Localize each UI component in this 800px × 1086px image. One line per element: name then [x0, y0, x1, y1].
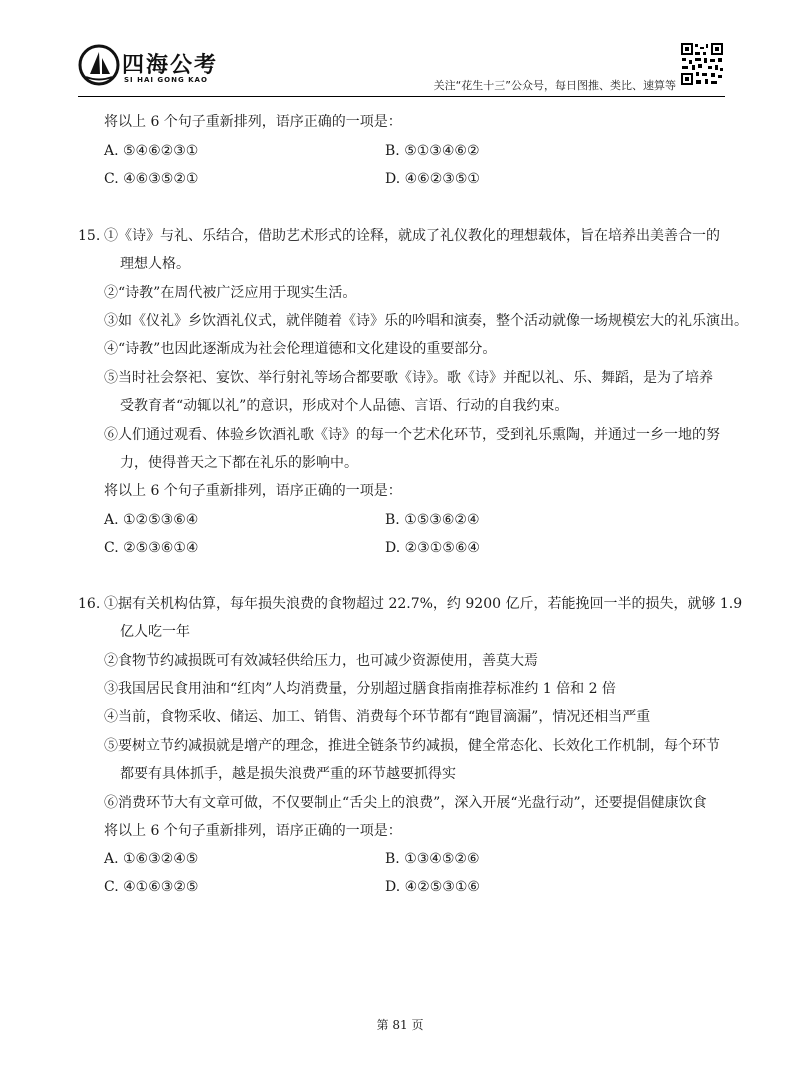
q15-sentence-1: ①《诗》与礼、乐结合，借助艺术形式的诠释，就成了礼仪教化的理想载体，旨在培养出美善合一的 — [104, 228, 720, 244]
q15-sentence-4: ④“诗教”也因此逐渐成为社会伦理道德和文化建设的重要部分。 — [104, 341, 497, 357]
q16-stem: 将以上 6 个句子重新排列，语序正确的一项是： — [104, 823, 402, 839]
sailboat-logo-icon — [78, 44, 120, 86]
question-15-number: 15. — [78, 228, 101, 244]
q15-stem: 将以上 6 个句子重新排列，语序正确的一项是： — [104, 483, 402, 499]
header-divider — [78, 96, 725, 97]
q16-sentence-5-cont: 都要有具体抓手，越是损失浪费严重的环节越要抓得实 — [120, 766, 456, 782]
q16-sentence-1-cont: 亿人吃一年 — [120, 624, 190, 640]
q16-option-d: D. ④②⑤③①⑥ — [385, 879, 480, 895]
brand-subtitle: SI HAI GONG KAO — [124, 76, 208, 84]
q16-sentence-2: ②食物节约减损既可有效减轻供给压力，也可减少资源使用，善莫大焉 — [104, 653, 538, 669]
q16-option-a: A. ①⑥③②④⑤ — [104, 851, 199, 867]
q16-sentence-5: ⑤要树立节约减损就是增产的理念，推进全链条节约减损，健全常态化、长效化工作机制，每个环节 — [104, 738, 720, 754]
prev-option-a: A. ⑤④⑥②③① — [104, 143, 199, 159]
q15-sentence-6-cont: 力，使得普天之下都在礼乐的影响中。 — [120, 455, 358, 471]
q15-option-a: A. ①②⑤③⑥④ — [104, 512, 199, 528]
q15-sentence-3: ③如《仪礼》乡饮酒礼仪式，就伴随着《诗》乐的吟唱和演奏，整个活动就像一场规模宏大的礼乐演出。 — [104, 313, 748, 329]
q16-option-c: C. ④①⑥③②⑤ — [104, 879, 199, 895]
q16-sentence-3: ③我国居民食用油和“红肉”人均消费量，分别超过膳食指南推荐标准约 1 倍和 2 倍 — [104, 681, 616, 697]
prev-option-c: C. ④⑥③⑤②① — [104, 171, 199, 187]
question-16-number: 16. — [78, 596, 101, 612]
q15-sentence-2: ②“诗教”在周代被广泛应用于现实生活。 — [104, 285, 357, 301]
page-header — [0, 0, 800, 100]
q15-sentence-1-cont: 理想人格。 — [120, 256, 190, 272]
q15-option-d: D. ②③①⑤⑥④ — [385, 540, 480, 556]
brand-logo — [78, 44, 238, 96]
qr-code-icon — [680, 42, 724, 86]
q16-sentence-1: ①据有关机构估算，每年损失浪费的食物超过 22.7%，约 9200 亿斤，若能挽回一半的损失，就够 1.9 — [104, 596, 743, 612]
q16-sentence-6: ⑥消费环节大有文章可做，不仅要制止“舌尖上的浪费”，深入开展“光盘行动”，还要提倡健康饮食 — [104, 795, 707, 811]
q15-option-c: C. ②⑤③⑥①④ — [104, 540, 199, 556]
q15-sentence-5: ⑤当时社会祭祀、宴饮、举行射礼等场合都要歌《诗》。歌《诗》并配以礼、乐、舞蹈，是为了培养 — [104, 370, 713, 386]
q16-sentence-4: ④当前，食物采收、储运、加工、销售、消费每个环节都有“跑冒滴漏”，情况还相当严重 — [104, 709, 651, 725]
q15-sentence-5-cont: 受教育者“动辄以礼”的意识，形成对个人品德、言语、行动的自我约束。 — [120, 398, 569, 414]
q16-option-b: B. ①③④⑤②⑥ — [385, 851, 480, 867]
prev-question-stem: 将以上 6 个句子重新排列，语序正确的一项是： — [104, 114, 402, 130]
prev-option-d: D. ④⑥②③⑤① — [385, 171, 480, 187]
header-tagline: 关注“花生十三”公众号，每日图推、类比、速算等 — [433, 79, 676, 92]
brand-name: 四海公考 — [122, 53, 219, 78]
q15-sentence-6: ⑥人们通过观看、体验乡饮酒礼歌《诗》的每一个艺术化环节，受到礼乐熏陶，并通过一乡一地的努 — [104, 427, 720, 443]
q15-option-b: B. ①⑤③⑥②④ — [385, 512, 480, 528]
prev-option-b: B. ⑤①③④⑥② — [385, 143, 480, 159]
page-number: 第 81 页 — [376, 1018, 424, 1032]
